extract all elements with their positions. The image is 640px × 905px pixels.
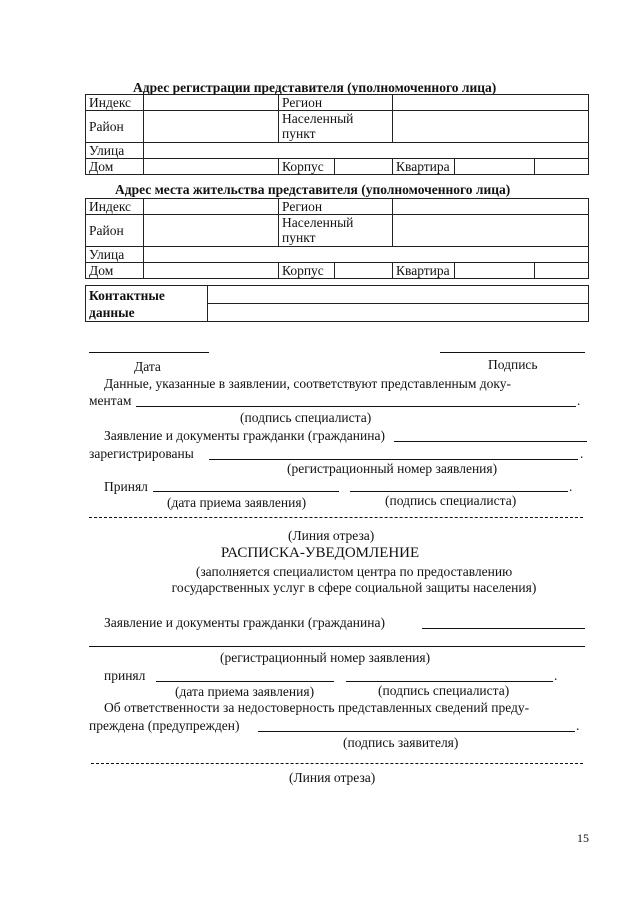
receipt-reg-number-line[interactable] xyxy=(89,646,585,647)
receipt-title: РАСПИСКА-УВЕДОМЛЕНИЕ xyxy=(220,545,420,561)
date-line[interactable] xyxy=(89,352,209,353)
period: . xyxy=(569,479,573,494)
index-label: Индекс xyxy=(86,95,144,111)
contacts-field-2[interactable] xyxy=(208,304,589,322)
settlement-label: Населенный пункт xyxy=(279,215,393,247)
region-label: Регион xyxy=(279,95,393,111)
house-field[interactable] xyxy=(144,263,279,279)
house-label: Дом xyxy=(86,263,144,279)
cut-line-2-caption: (Линия отреза) xyxy=(289,770,376,785)
receipt-reg-number-caption: (регистрационный номер заявления) xyxy=(220,650,431,665)
building-label: Корпус xyxy=(279,159,335,175)
cut-line-1 xyxy=(89,517,583,518)
period: . xyxy=(576,718,580,733)
region-field[interactable] xyxy=(393,199,589,215)
contacts-field-1[interactable] xyxy=(208,286,589,304)
receipt-subtitle-2: государственных услуг в сфере социальной защиты населения) xyxy=(171,580,537,595)
receipt-accept-date-line[interactable] xyxy=(156,681,334,682)
building-label: Корпус xyxy=(279,263,335,279)
receipt-warning-2: преждена (предупрежден) xyxy=(89,718,240,733)
settlement-field[interactable] xyxy=(393,111,589,143)
region-label: Регион xyxy=(279,199,393,215)
statement-line-1: Данные, указанные в заявлении, соответствуют представленным доку- xyxy=(104,376,512,391)
building-field[interactable] xyxy=(335,263,393,279)
residence-address-table xyxy=(85,198,589,279)
period: . xyxy=(577,393,581,408)
signature-line[interactable] xyxy=(440,352,585,353)
street-label: Улица xyxy=(86,247,144,263)
receipt-warning-1: Об ответственности за недостоверность представленных сведений преду- xyxy=(104,700,530,715)
date-caption: Дата xyxy=(134,359,161,374)
docs-name-line[interactable] xyxy=(394,441,587,442)
period: . xyxy=(580,446,584,461)
registration-address-table xyxy=(85,94,589,175)
spacer-cell xyxy=(535,263,589,279)
receipt-docs-line: Заявление и документы гражданки (гражданина) xyxy=(104,615,385,630)
district-label: Район xyxy=(86,215,144,247)
accept-date-caption: (дата приема заявления) xyxy=(167,495,307,510)
apartment-label: Квартира xyxy=(393,159,455,175)
street-field[interactable] xyxy=(144,247,589,263)
statement-line-2: ментам xyxy=(89,393,132,408)
receipt-accepted-label: принял xyxy=(104,668,146,683)
apartment-field[interactable] xyxy=(455,263,535,279)
period: . xyxy=(554,668,558,683)
registration-address-title: Адрес регистрации представителя (уполномоченного лица) xyxy=(133,80,497,95)
specialist-signature-caption: (подпись специалиста) xyxy=(240,410,372,425)
index-field[interactable] xyxy=(144,199,279,215)
contacts-label: Контактные данные xyxy=(86,286,208,322)
settlement-field[interactable] xyxy=(393,215,589,247)
house-label: Дом xyxy=(86,159,144,175)
receipt-accept-sign-line[interactable] xyxy=(346,681,553,682)
applicant-sign-line[interactable] xyxy=(258,731,575,732)
accept-sign-caption: (подпись специалиста) xyxy=(385,493,517,508)
signature-caption: Подпись xyxy=(488,357,538,372)
cut-line-2 xyxy=(91,763,583,764)
settlement-label: Населенный пункт xyxy=(279,111,393,143)
index-label: Индекс xyxy=(86,199,144,215)
statement-sign-line[interactable] xyxy=(136,406,576,407)
docs-line: Заявление и документы гражданки (гражданина) xyxy=(104,428,385,443)
contacts-table xyxy=(85,285,589,322)
reg-number-caption: (регистрационный номер заявления) xyxy=(287,461,498,476)
district-label: Район xyxy=(86,111,144,143)
index-field[interactable] xyxy=(144,95,279,111)
registered-line[interactable] xyxy=(209,459,578,460)
page-number: 15 xyxy=(577,831,589,845)
applicant-sign-caption: (подпись заявителя) xyxy=(343,735,459,750)
building-field[interactable] xyxy=(335,159,393,175)
receipt-subtitle-1: (заполняется специалистом центра по предоставлению xyxy=(195,564,513,579)
district-field[interactable] xyxy=(144,111,279,143)
house-field[interactable] xyxy=(144,159,279,175)
cut-line-1-caption: (Линия отреза) xyxy=(288,528,375,543)
receipt-accept-date-caption: (дата приема заявления) xyxy=(175,684,315,699)
residence-address-title: Адрес места жительства представителя (уполномоченного лица) xyxy=(115,182,511,197)
apartment-field[interactable] xyxy=(455,159,535,175)
region-field[interactable] xyxy=(393,95,589,111)
accept-date-line[interactable] xyxy=(153,491,339,492)
apartment-label: Квартира xyxy=(393,263,455,279)
district-field[interactable] xyxy=(144,215,279,247)
receipt-accept-sign-caption: (подпись специалиста) xyxy=(378,683,510,698)
receipt-docs-name-line[interactable] xyxy=(422,628,585,629)
accepted-label: Принял xyxy=(104,479,148,494)
street-label: Улица xyxy=(86,143,144,159)
accept-sign-line[interactable] xyxy=(350,491,568,492)
spacer-cell xyxy=(535,159,589,175)
registered-label: зарегистрированы xyxy=(89,446,194,461)
street-field[interactable] xyxy=(144,143,589,159)
